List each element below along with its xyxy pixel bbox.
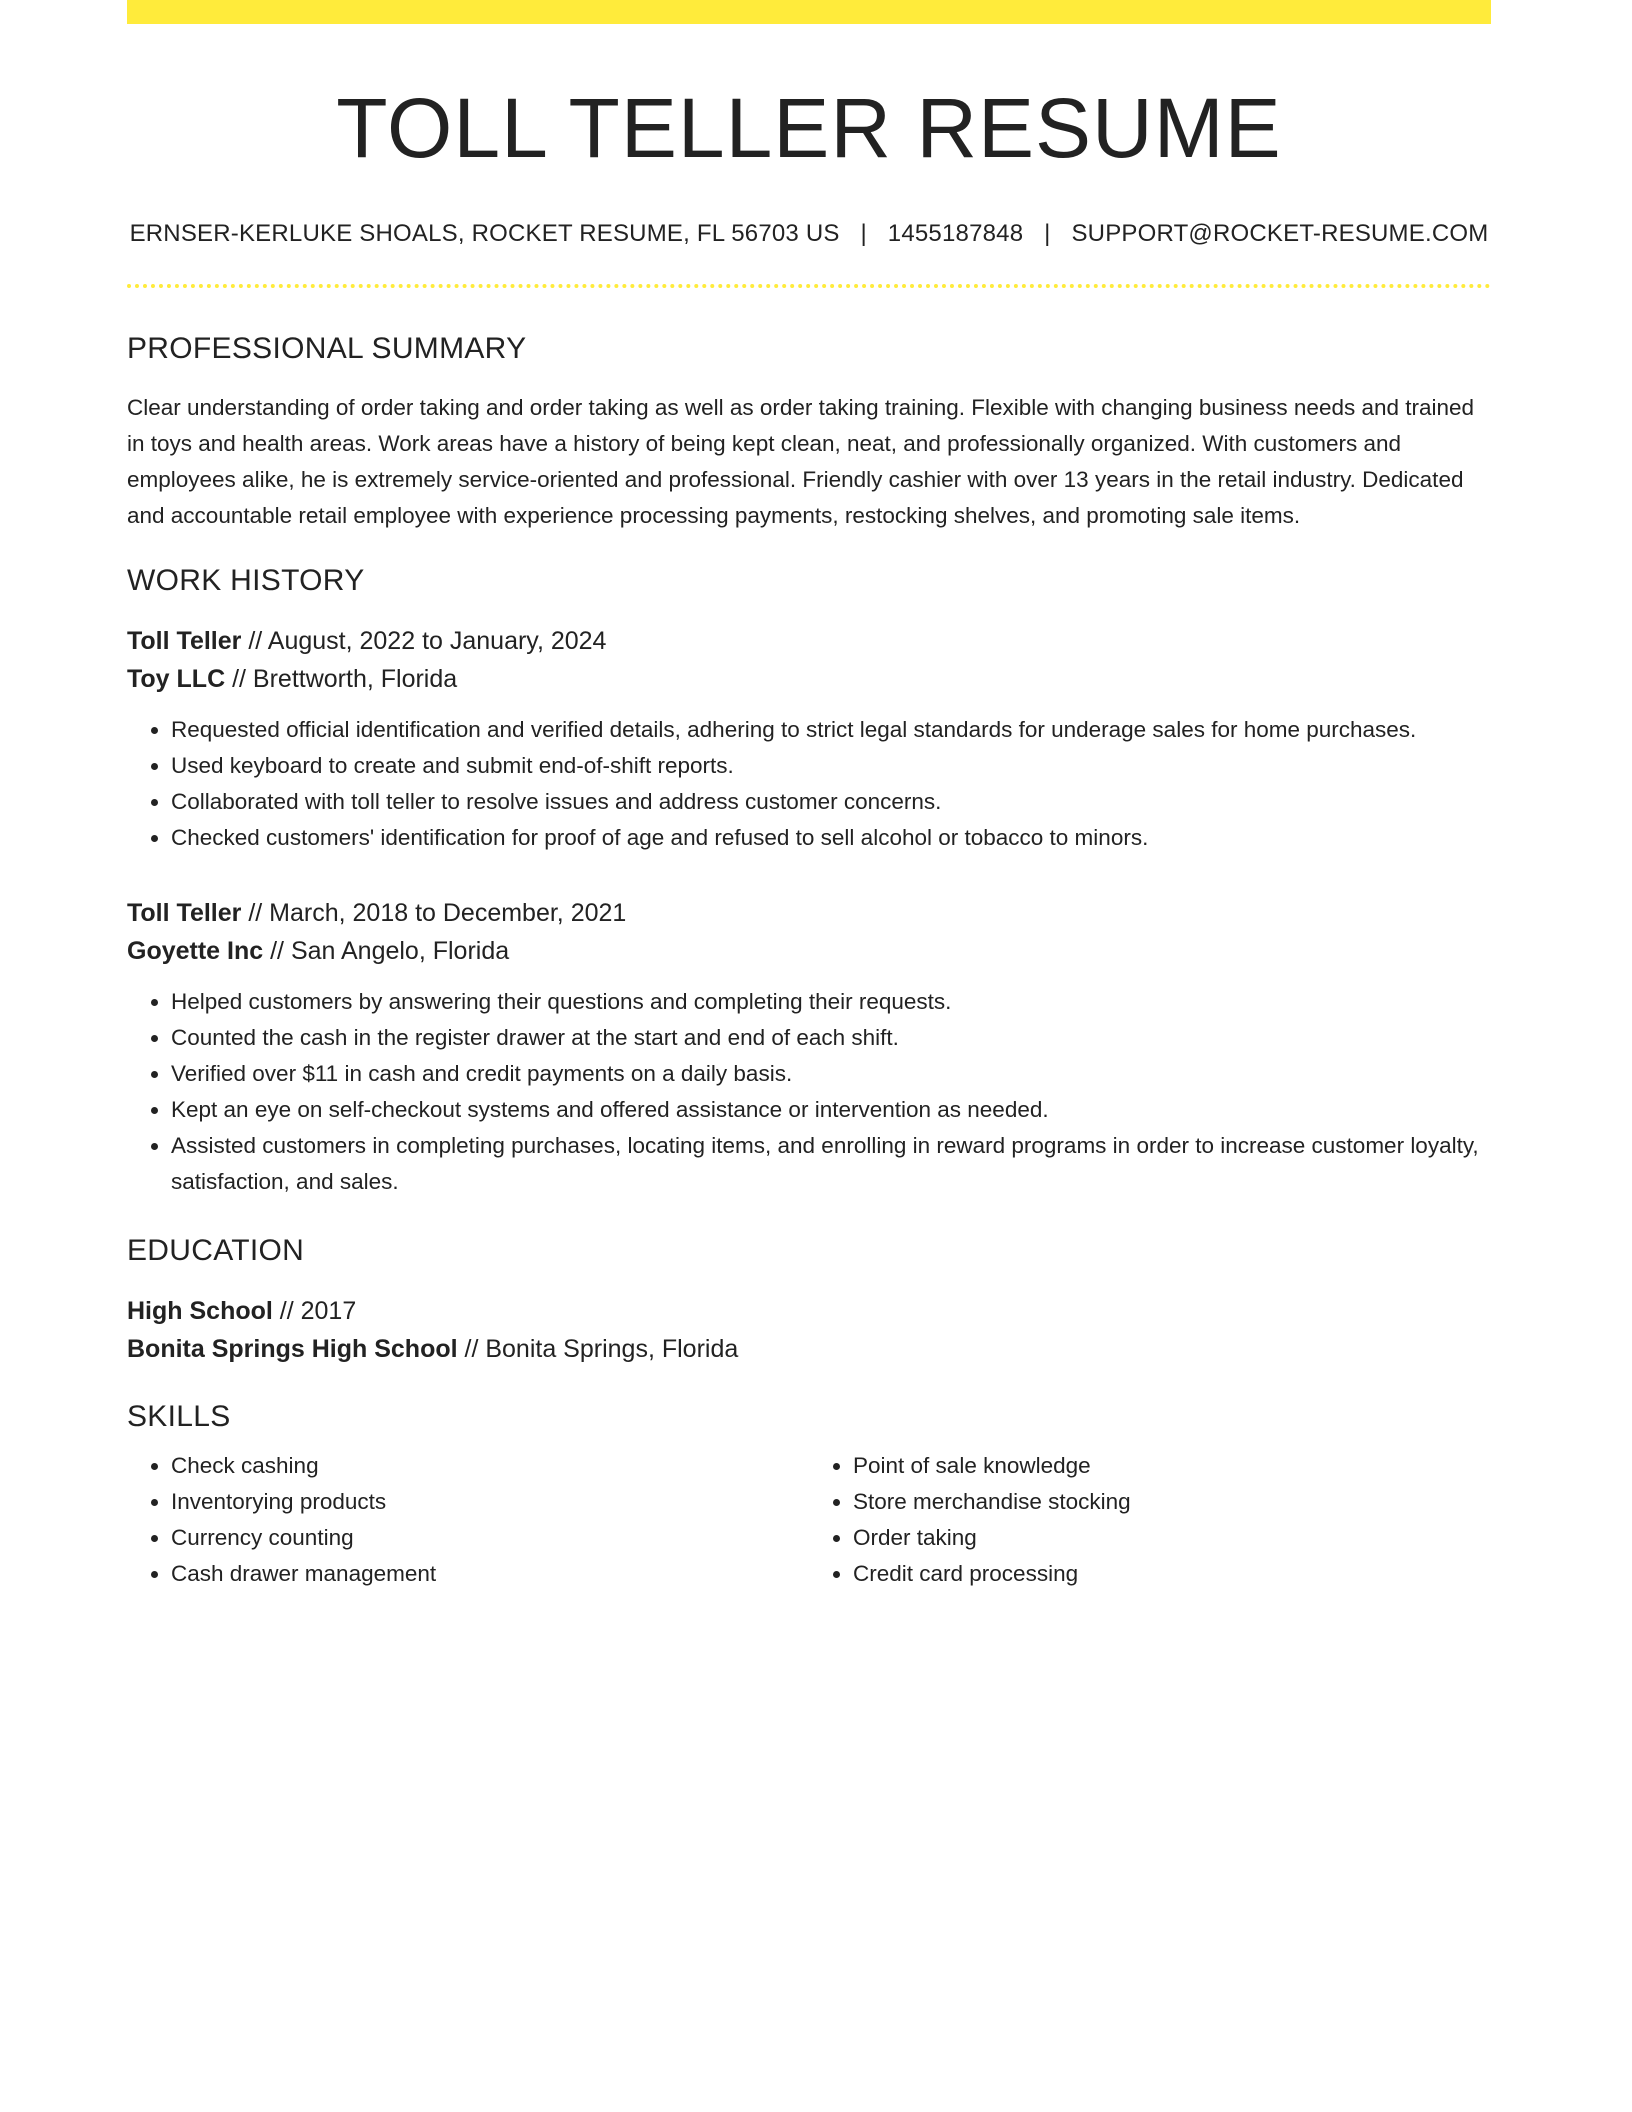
list-item: • Collaborated with toll teller to resolve issues and address customer concerns. <box>171 784 1491 820</box>
job-dates: // August, 2022 to January, 2024 <box>241 627 607 656</box>
job-company-line <box>127 932 1491 970</box>
list-item: • Verified over $11 in cash and credit payments on a daily basis. <box>171 1056 1491 1092</box>
job-entry <box>127 622 1491 856</box>
education-location: // Bonita Springs, Florida <box>457 1335 739 1364</box>
work-history-heading: WORK HISTORY <box>127 564 365 598</box>
page-title: TOLL TELLER RESUME <box>336 81 1282 175</box>
job-company: Goyette Inc <box>127 937 264 966</box>
job-title: Toll Teller <box>127 899 242 928</box>
education-school: Bonita Springs High School <box>127 1335 458 1364</box>
job-title: Toll Teller <box>127 627 242 656</box>
skills-list <box>127 1448 809 1592</box>
skill-item: • Inventorying products <box>171 1484 809 1520</box>
skill-item: • Check cashing <box>171 1448 809 1484</box>
resume-page <box>127 0 1491 1592</box>
skills-list <box>809 1448 1491 1592</box>
contact-separator: | <box>1044 220 1051 248</box>
skills-column-left <box>127 1448 809 1592</box>
education-degree-line <box>127 1292 1491 1330</box>
education-entry <box>127 1292 1491 1368</box>
skill-item: • Store merchandise stocking <box>853 1484 1491 1520</box>
education-heading: EDUCATION <box>127 1234 305 1268</box>
contact-separator: | <box>860 220 867 248</box>
job-duties-list <box>127 712 1491 856</box>
contact-address: ERNSER-KERLUKE SHOALS, ROCKET RESUME, FL 56703 US <box>129 220 840 248</box>
job-title-line <box>127 894 1491 932</box>
job-title-line <box>127 622 1491 660</box>
list-item: • Assisted customers in completing purchases, locating items, and enrolling in reward programs in order to increase customer loyalty, satisfaction, and sales. <box>171 1128 1491 1200</box>
list-item: • Used keyboard to create and submit end-of-shift reports. <box>171 748 1491 784</box>
summary-text: Clear understanding of order taking and order taking as well as order taking training. Flexible with changing business needs and trained in toys and health areas. Work areas have a history of being kept clean, neat, and professionally organized. With customers and employees alike, he is extremely service-oriented and professional. Friendly cashier with over 13 years in the retail industry. Dedicated and accountable retail employee with experience processing payments, restocking shelves, and promoting sale items. <box>127 395 1475 529</box>
skill-item: • Point of sale knowledge <box>853 1448 1491 1484</box>
job-duties-list <box>127 984 1491 1200</box>
dotted-divider <box>127 284 1491 288</box>
list-item: • Requested official identification and verified details, adhering to strict legal standards for underage sales for home purchases. <box>171 712 1491 748</box>
skills-heading: SKILLS <box>127 1400 231 1434</box>
contact-phone: 1455187848 <box>887 220 1024 248</box>
list-item: • Counted the cash in the register drawer at the start and end of each shift. <box>171 1020 1491 1056</box>
skill-item: • Credit card processing <box>853 1556 1491 1592</box>
skill-item: • Order taking <box>853 1520 1491 1556</box>
skill-item: • Cash drawer management <box>171 1556 809 1592</box>
list-item: • Checked customers' identification for proof of age and refused to sell alcohol or tobacco to minors. <box>171 820 1491 856</box>
skills-grid <box>127 1448 1491 1592</box>
job-dates: // March, 2018 to December, 2021 <box>241 899 627 928</box>
list-item: • Helped customers by answering their questions and completing their requests. <box>171 984 1491 1020</box>
job-company: Toy LLC <box>127 665 226 694</box>
job-entry <box>127 894 1491 1200</box>
skill-item: • Currency counting <box>171 1520 809 1556</box>
contact-line <box>127 220 1491 248</box>
accent-top-bar <box>127 0 1491 24</box>
education-school-line <box>127 1330 1491 1368</box>
job-location: // Brettworth, Florida <box>225 665 458 694</box>
job-company-line <box>127 660 1491 698</box>
contact-email: SUPPORT@ROCKET-RESUME.COM <box>1071 220 1489 248</box>
list-item: • Kept an eye on self-checkout systems and offered assistance or intervention as needed. <box>171 1092 1491 1128</box>
skills-column-right <box>809 1448 1491 1592</box>
summary-heading: PROFESSIONAL SUMMARY <box>127 332 527 366</box>
education-degree: High School <box>127 1297 273 1326</box>
education-year: // 2017 <box>272 1297 357 1326</box>
job-location: // San Angelo, Florida <box>263 937 510 966</box>
